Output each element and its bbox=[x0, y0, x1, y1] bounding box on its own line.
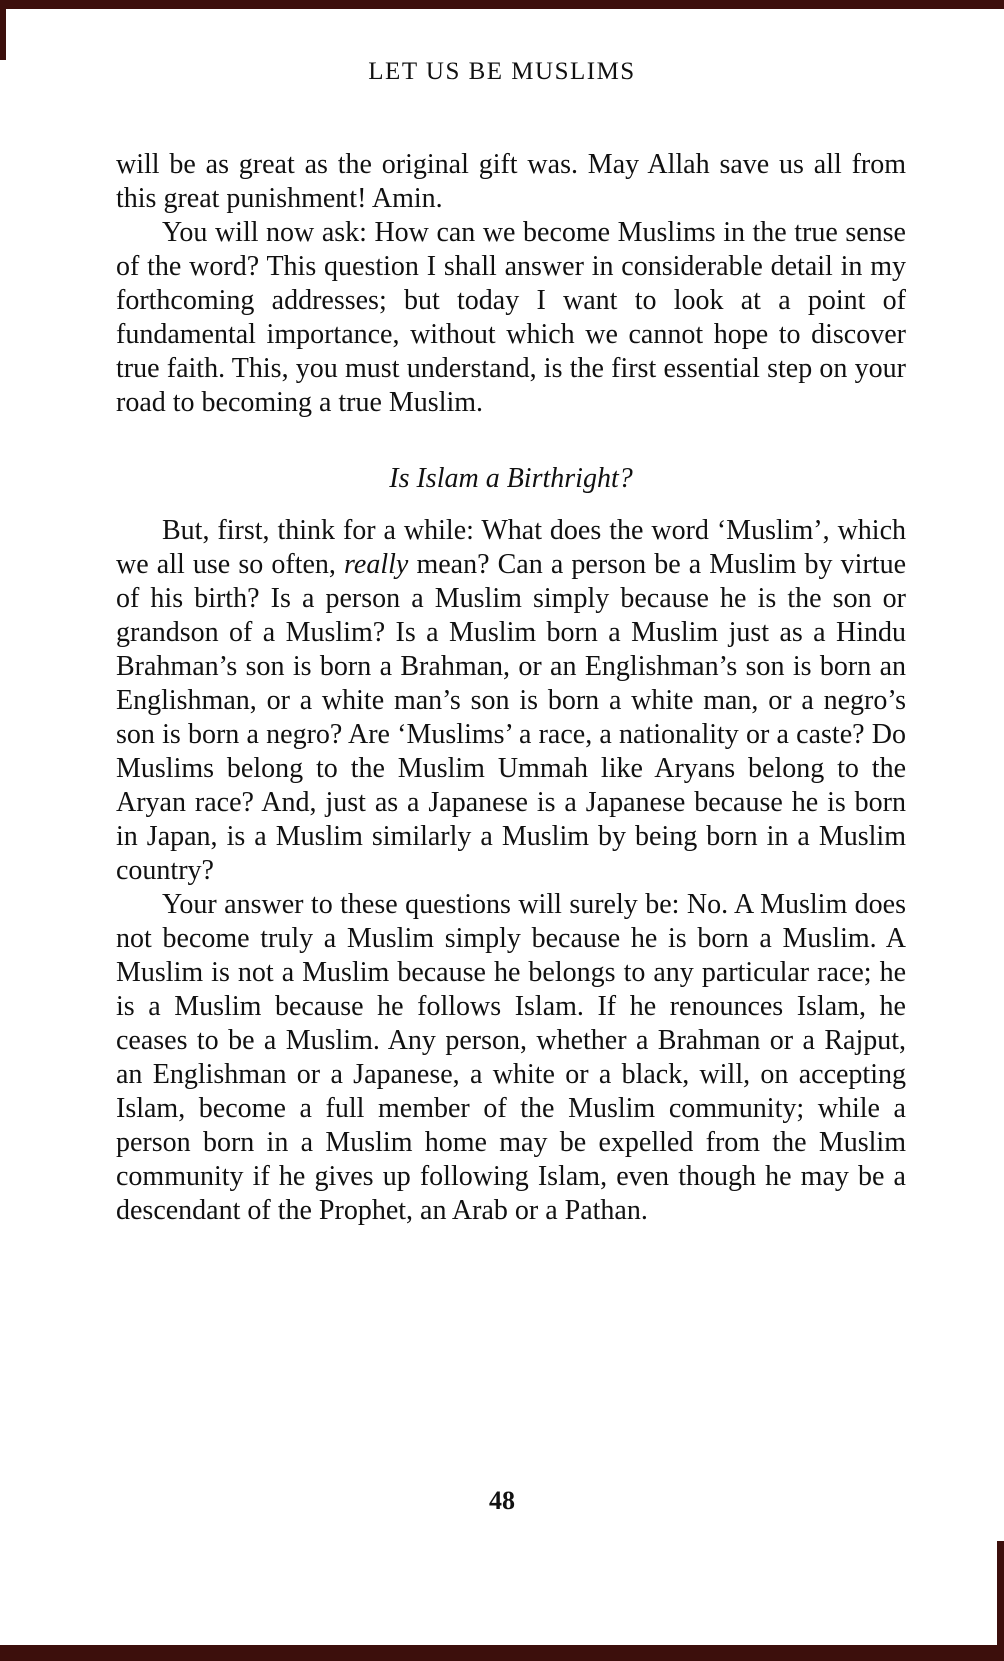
paragraph-segment: mean? Can a person be a Muslim by virtue of his birth? Is a person a Muslim simply because he is the son or grandson of a Muslim? Is a Muslim born a Muslim just as a Hindu Brahman’s son is born a Brahman, or an Englishman’s son is born an Englishman, or a white man’s son is born a white man, or a negro’s son is born a negro? Are ‘Muslims’ a race, a nationality or a caste? Do Muslims belong to the Muslim Ummah like Aryans belong to the Aryan race? And, just as a Japanese is a Japanese because he is born in Japan, is a Muslim similarly a Muslim by being born in a Muslim country? bbox=[116, 549, 906, 886]
page-number: 48 bbox=[489, 1486, 515, 1515]
scan-edge-left bbox=[0, 0, 6, 60]
scan-edge-right bbox=[997, 1541, 1004, 1661]
emphasized-word-really: really bbox=[344, 549, 409, 580]
paragraph-continuation: will be as great as the original gift was. May Allah save us all from this great punishment! Amin. bbox=[116, 149, 906, 214]
paragraph-segment: But, first, think for a while: What does the word ‘Muslim’, which we all use so often, bbox=[116, 515, 906, 580]
scan-edge-top bbox=[0, 0, 1004, 9]
paragraph-but-first-think bbox=[116, 514, 906, 888]
paragraph-your-answer: Your answer to these questions will surely be: No. A Muslim does not become truly a Muslim simply because he is born a Muslim. A Muslim is not a Muslim because he belongs to any particular race; he is a Muslim because he follows Islam. If he renounces Islam, he ceases to be a Muslim. Any person, whether a Brahman or a Rajput, an Englishman or a Japanese, a white or a black, will, on accepting Islam, become a full member of the Muslim community; while a person born in a Muslim home may be expelled from the Muslim community if he gives up following Islam, even though he may be a descendant of the Prophet, an Arab or a Pathan. bbox=[116, 889, 906, 1226]
paragraph-you-will-now-ask: You will now ask: How can we become Muslims in the true sense of the word? This question I shall answer in considerable detail in my forthcoming addresses; but today I want to look at a point of fundamental importance, without which we cannot hope to discover true faith. This, you must understand, is the first essential step on your road to becoming a true Muslim. bbox=[116, 217, 906, 418]
scan-edge-bottom bbox=[0, 1645, 1004, 1661]
section-heading-is-islam-a-birthright: Is Islam a Birthright? bbox=[389, 463, 633, 494]
body-text bbox=[116, 148, 906, 1228]
running-header: LET US BE MUSLIMS bbox=[368, 58, 636, 85]
